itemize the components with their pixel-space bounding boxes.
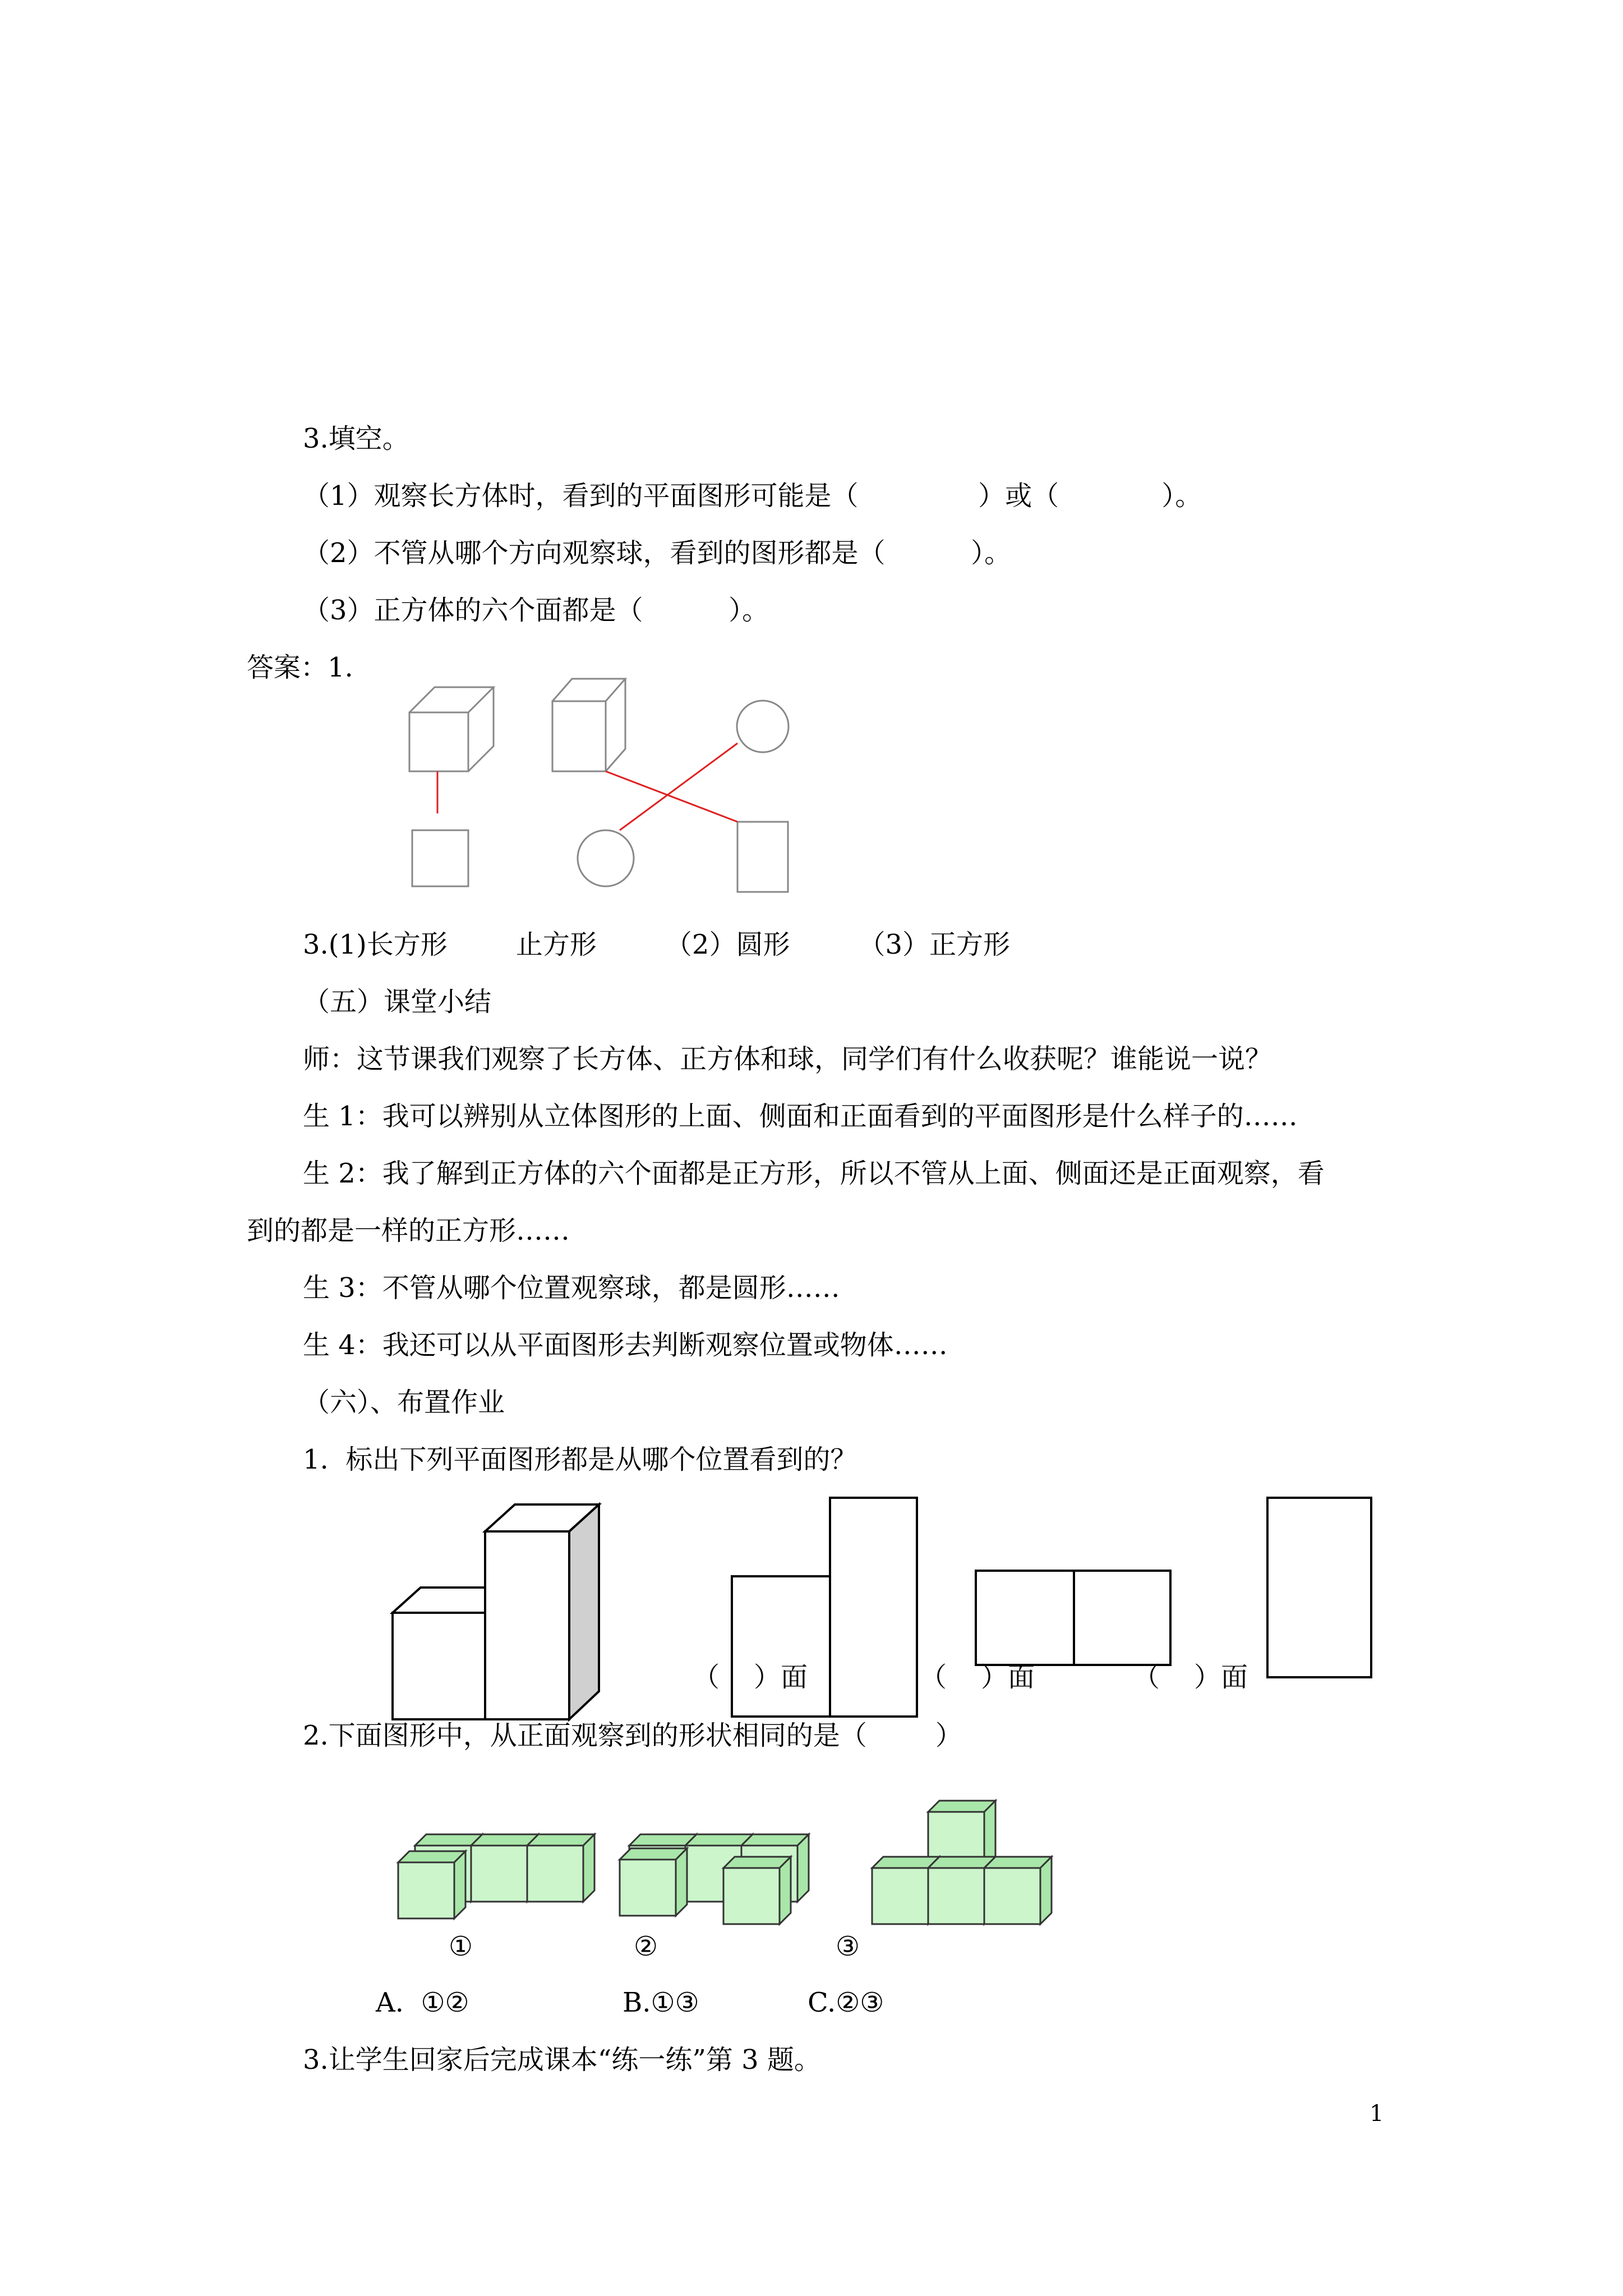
summary-student-1: 生 1：我可以辨别从立体图形的上面、侧面和正面看到的平面图形是什么样子的…… (303, 1101, 1298, 1132)
view-label-3: （ ）面 (1133, 1662, 1248, 1693)
fill-blank-heading: 3.填空。 (303, 423, 409, 454)
view-side (1267, 1498, 1371, 1677)
view-label-1: （ ）面 (693, 1662, 808, 1693)
fill-blank-q3: （3）正方体的六个面都是（ ）。 (303, 595, 769, 626)
figure-1-cubes (398, 1834, 594, 1918)
option-c: C.②③ (808, 1987, 884, 2018)
summary-heading: （五）课堂小结 (303, 986, 492, 1018)
answer-line-3: 3.(1)长方形 止方形 （2）圆形 （3）正方形 (303, 929, 1011, 960)
homework-heading: （六）、布置作业 (303, 1387, 505, 1418)
view-label-2: （ ）面 (920, 1662, 1035, 1693)
summary-student-3: 生 3：不管从哪个位置观察球，都是圆形…… (303, 1272, 840, 1304)
homework-q3: 3.让学生回家后完成课本“练一练”第 3 题。 (303, 2044, 821, 2076)
square-shape (412, 830, 468, 886)
cube-sketch (409, 687, 494, 771)
rectangle-shape (737, 822, 788, 892)
view-top (976, 1571, 1170, 1665)
summary-student-2a: 生 2：我了解到正方体的六个面都是正方形，所以不管从上面、侧面还是正面观察，看 (303, 1158, 1325, 1189)
figure-label-3: ③ (836, 1931, 860, 1962)
figure-3-cubes (872, 1801, 1052, 1924)
option-b: B.①③ (623, 1987, 699, 2018)
fill-blank-q1: （1）观察长方体时，看到的平面图形可能是（ ）或（ ）。 (303, 480, 1202, 512)
answer-label: 答案：1. (247, 652, 353, 683)
option-a: A. ①② (376, 1987, 469, 2018)
cuboid-sketch (552, 679, 625, 771)
answer-matching-figure (393, 662, 819, 909)
summary-student-4: 生 4：我还可以从平面图形去判断观察位置或物体…… (303, 1329, 948, 1361)
sphere-sketch (737, 701, 789, 752)
summary-student-2b: 到的都是一样的正方形…… (247, 1215, 570, 1246)
circle-shape (578, 830, 634, 886)
homework-q1-figure (387, 1492, 1424, 1728)
fill-blank-q2: （2）不管从哪个方向观察球，看到的图形都是（ ）。 (303, 537, 1012, 569)
figure-2-cubes (620, 1834, 809, 1924)
homework-q2: 2.下面图形中，从正面观察到的形状相同的是（ ） (303, 1720, 962, 1751)
page-number: 1 (1370, 2101, 1384, 2127)
figure-label-1: ① (449, 1931, 473, 1962)
figure-label-2: ② (634, 1931, 658, 1962)
homework-q1: 1. 标出下列平面图形都是从哪个位置看到的？ (303, 1444, 857, 1475)
stacked-solid (393, 1504, 599, 1719)
homework-q2-figure (393, 1784, 1066, 1930)
summary-teacher: 师：这节课我们观察了长方体、正方体和球，同学们有什么收获呢？谁能说一说？ (303, 1043, 1272, 1075)
